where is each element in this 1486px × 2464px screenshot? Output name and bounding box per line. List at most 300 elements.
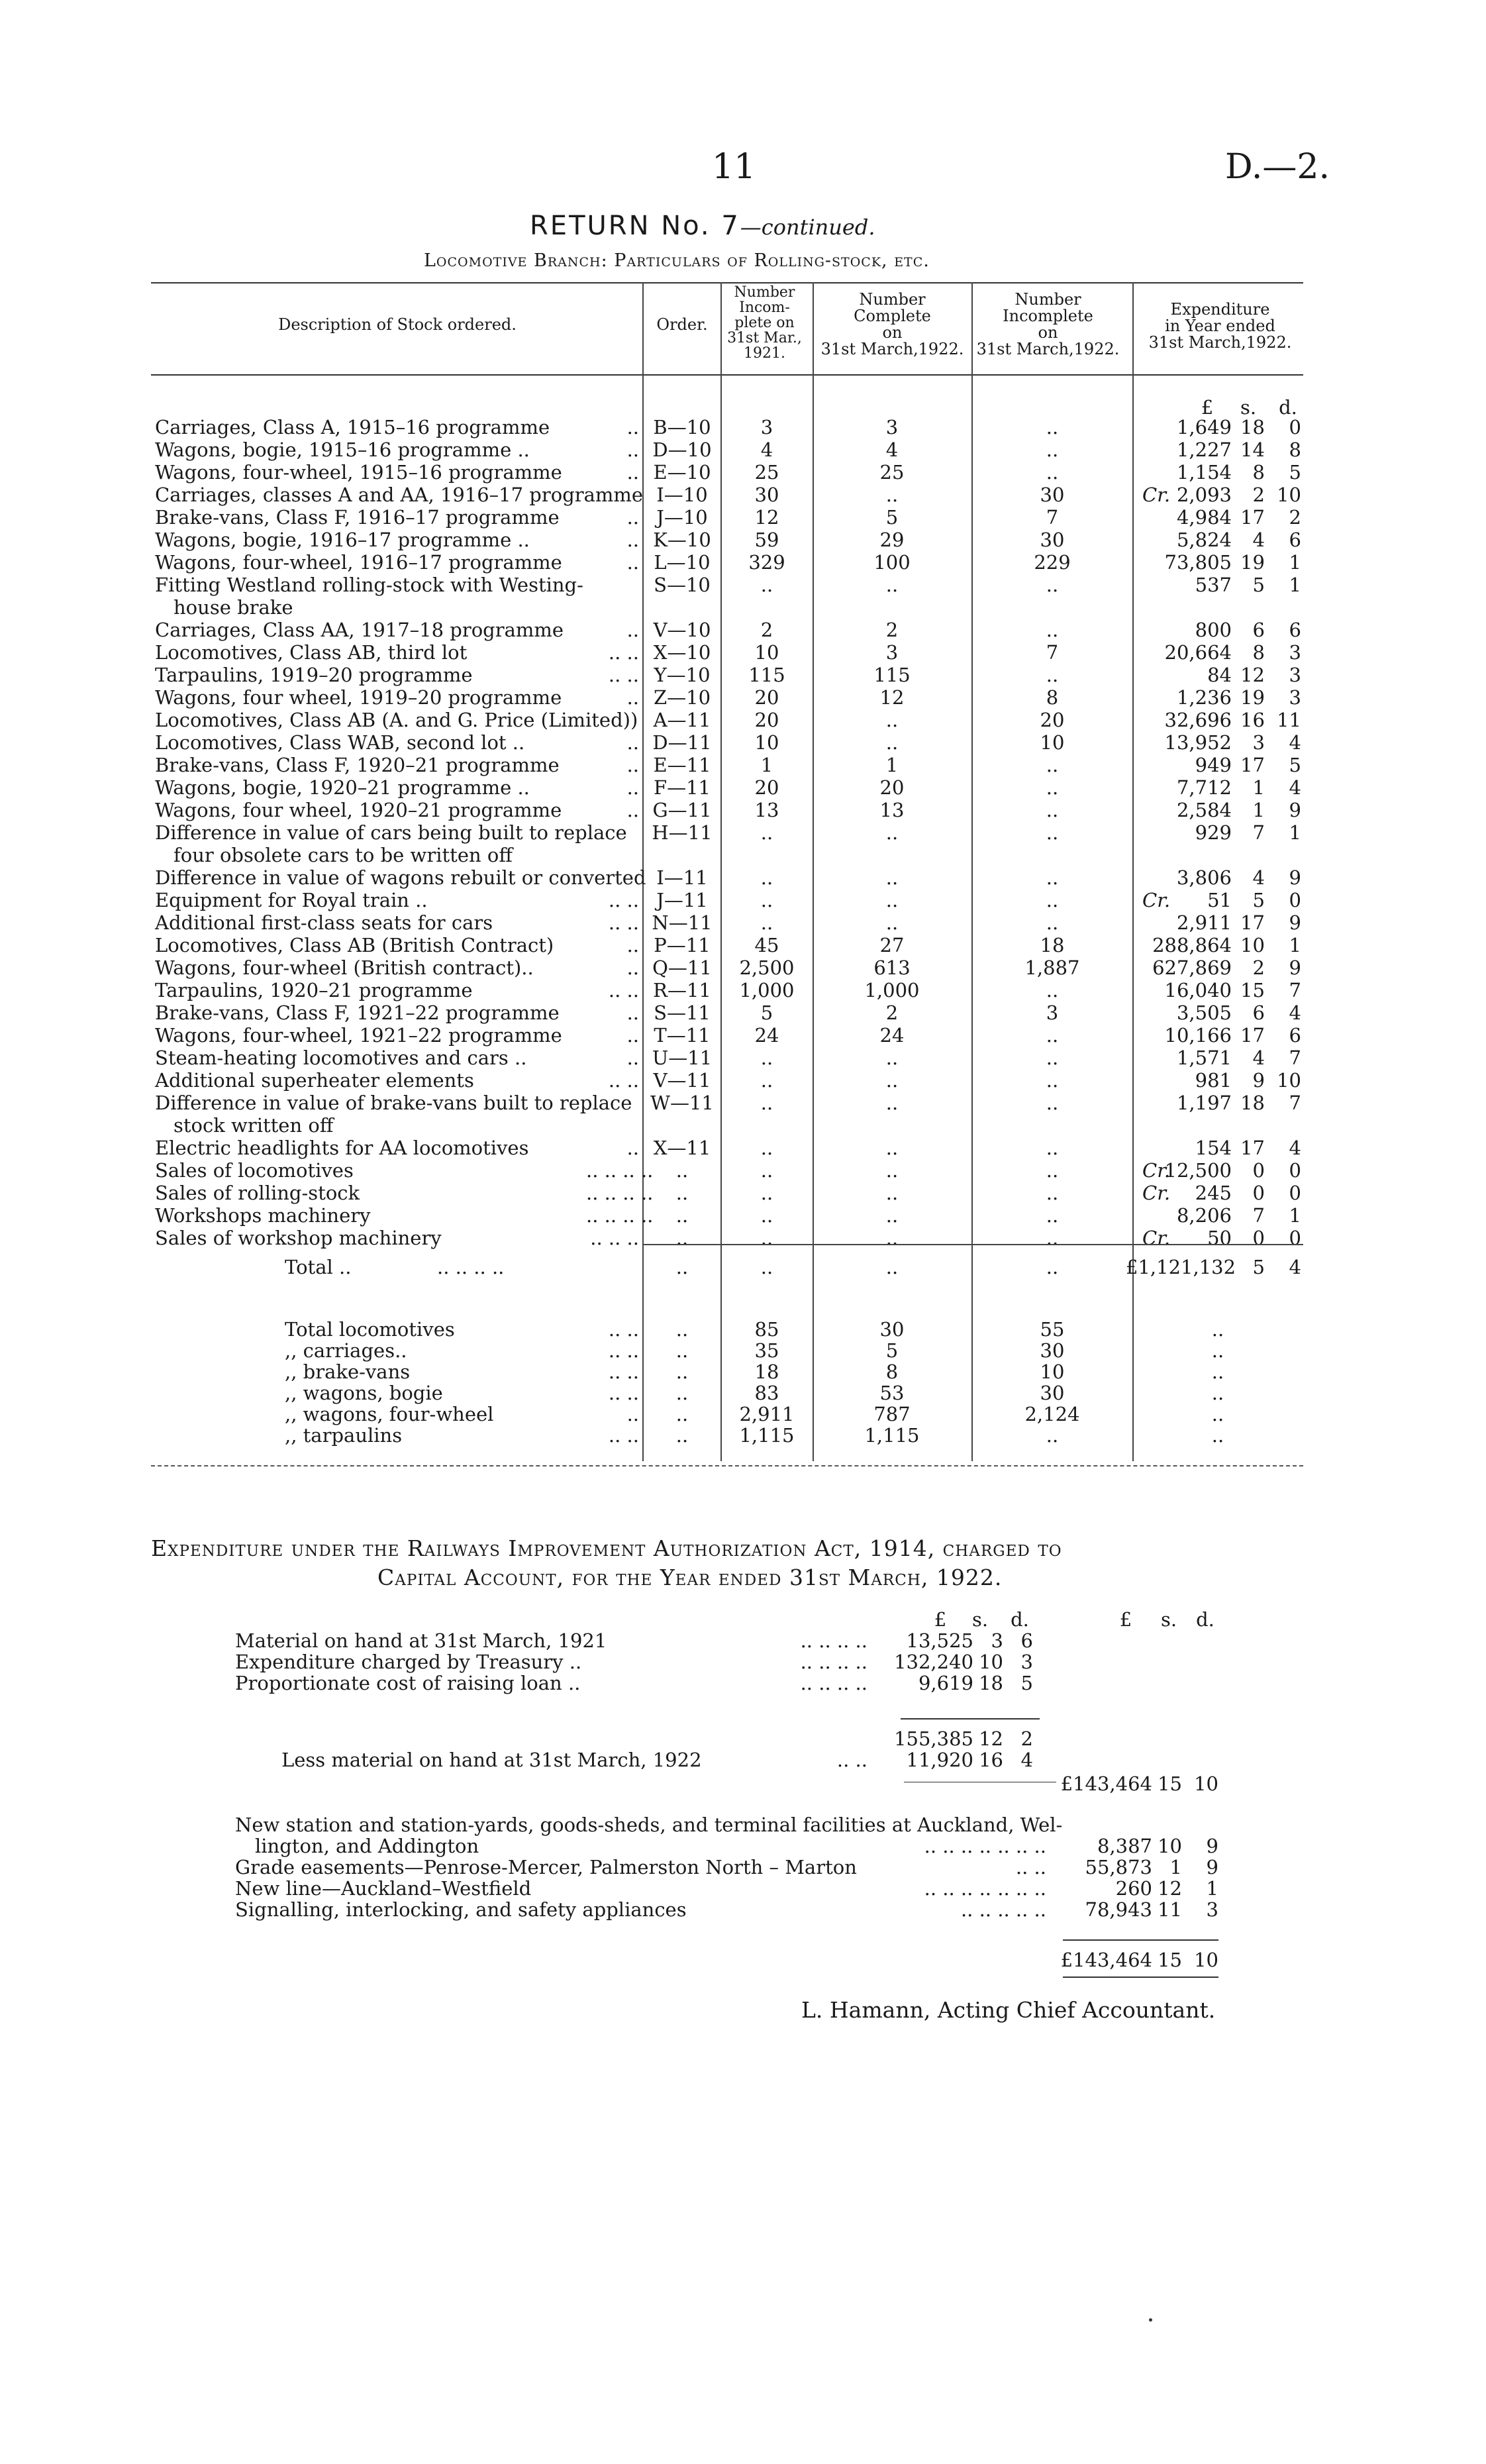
summary-inc22: 2,124 — [1024, 1403, 1080, 1425]
row-order: .. — [675, 1204, 689, 1227]
row-pence: 1 — [1289, 821, 1301, 844]
row-shillings: 17 — [1240, 506, 1265, 529]
summary-leader-dots: .. .. — [608, 1382, 639, 1404]
row-incomplete-1921: .. — [760, 1092, 773, 1114]
summary-inc22: .. — [1046, 1424, 1059, 1447]
row-order: E—11 — [653, 754, 711, 776]
row-description: Wagons, four-wheel, 1921–22 programme — [155, 1024, 562, 1047]
material-label: Material on hand at 31st March, 1921 — [235, 1629, 607, 1652]
header-line: Number — [734, 284, 795, 301]
row-complete-1922: 2 — [885, 619, 899, 641]
row-description: Additional superheater elements — [155, 1069, 474, 1092]
row-incomplete-1922: 1,887 — [1024, 956, 1080, 979]
summary-comp: 30 — [879, 1318, 905, 1341]
row-description: Additional first-class seats for cars — [155, 911, 493, 934]
row-incomplete-1922: .. — [1046, 754, 1059, 776]
row-pence: 0 — [1289, 1182, 1301, 1204]
row-incomplete-1921: 115 — [748, 664, 785, 686]
row-description: Difference in value of wagons rebuilt or converted — [155, 866, 646, 889]
row-incomplete-1921: .. — [760, 1182, 773, 1204]
summary-exp: .. — [1211, 1318, 1224, 1341]
row-complete-1922: 20 — [879, 776, 905, 799]
row-leader-dots: .. .. — [608, 1069, 639, 1092]
header-line: plete on — [734, 315, 795, 331]
row-shillings: 6 — [1252, 1001, 1265, 1024]
document-reference: D.—2. — [1225, 147, 1330, 187]
summary-comp: 8 — [885, 1360, 899, 1383]
row-order: G—11 — [652, 799, 712, 821]
row-description: Wagons, four-wheel, 1916–17 programme — [155, 551, 562, 574]
row-pence: 0 — [1289, 1227, 1301, 1249]
row-order: N—11 — [652, 911, 713, 934]
row-description: Sales of workshop machinery — [155, 1227, 442, 1249]
row-order: A—11 — [653, 709, 711, 731]
header-line: on — [1038, 323, 1058, 342]
row-pence: 1 — [1289, 574, 1301, 596]
row-pounds: 154 — [1195, 1137, 1232, 1159]
row-shillings: 1 — [1252, 799, 1265, 821]
row-complete-1922: .. — [885, 709, 899, 731]
subtotal-shillings: 12 — [979, 1727, 1003, 1750]
works-shillings: 10 — [1158, 1835, 1182, 1857]
row-leader-dots: .. .. — [608, 979, 639, 1001]
row-leader-dots: .. .. — [608, 641, 639, 664]
row-complete-1922: .. — [885, 574, 899, 596]
row-description: Wagons, bogie, 1916–17 programme .. — [155, 529, 530, 551]
row-order: B—10 — [653, 416, 711, 438]
works-label: New line—Auckland–Westfield — [235, 1877, 532, 1900]
row-pounds: 1,197 — [1176, 1092, 1232, 1114]
row-leader-dots: .. .. — [608, 664, 639, 686]
header-line: 31st March,1922. — [976, 340, 1120, 358]
row-shillings: 0 — [1252, 1159, 1265, 1182]
row-order: R—11 — [653, 979, 711, 1001]
works-leader-dots: .. .. .. .. .. .. .. — [924, 1877, 1046, 1900]
row-complete-1922: 3 — [885, 416, 899, 438]
row-description-cont: stock written off — [173, 1114, 334, 1137]
row-pounds: 73,805 — [1164, 551, 1232, 574]
material-pence: 6 — [1020, 1629, 1033, 1652]
grand-total-underline — [1063, 1976, 1218, 1978]
row-incomplete-1921: .. — [760, 1047, 773, 1069]
row-pence: 3 — [1289, 664, 1301, 686]
less-material-dots: .. .. — [836, 1749, 867, 1771]
row-incomplete-1921: .. — [760, 866, 773, 889]
row-order: T—11 — [654, 1024, 711, 1047]
row-order: S—11 — [654, 1001, 711, 1024]
row-order: D—10 — [652, 438, 712, 461]
header-incomplete-1921 — [723, 285, 806, 361]
header-line: 31st March,1922. — [820, 340, 964, 358]
row-pounds: 1,649 — [1176, 416, 1232, 438]
row-incomplete-1921: 2,500 — [739, 956, 795, 979]
less-material-pence: 4 — [1020, 1749, 1033, 1771]
row-incomplete-1922: .. — [1046, 438, 1059, 461]
row-description: Fitting Westland rolling-stock with Westing- — [155, 574, 583, 596]
material-shillings: 10 — [979, 1651, 1003, 1673]
table-subtitle: Locomotive Branch: Particulars of Rolling-stock, etc. — [424, 250, 930, 271]
row-order: I—11 — [656, 866, 708, 889]
row-complete-1922: 2 — [885, 1001, 899, 1024]
row-description-cont: four obsolete cars to be written off — [173, 844, 513, 866]
row-pence: 6 — [1289, 1024, 1301, 1047]
sec2-header-shillings2: s. — [1160, 1608, 1177, 1631]
works-label: Signalling, interlocking, and safety appliances — [235, 1898, 687, 1921]
material-pounds: 132,240 — [894, 1651, 973, 1673]
row-description: Tarpaulins, 1920–21 programme — [155, 979, 473, 1001]
row-order: X—10 — [653, 641, 711, 664]
row-pounds: 8,206 — [1176, 1204, 1232, 1227]
row-complete-1922: .. — [885, 911, 899, 934]
row-complete-1922: 12 — [879, 686, 905, 709]
header-incomplete-1922 — [973, 291, 1122, 358]
row-order: K—10 — [653, 529, 711, 551]
summary-label: ,, tarpaulins — [285, 1424, 403, 1447]
row-complete-1922: .. — [885, 484, 899, 506]
row-incomplete-1922: .. — [1046, 1159, 1059, 1182]
works-label: New station and station-yards, goods-sheds, and terminal facilities at Auckland, Wel- — [235, 1814, 1063, 1836]
row-pounds: 5,824 — [1176, 529, 1232, 551]
row-incomplete-1921: .. — [760, 1069, 773, 1092]
row-pence: 9 — [1289, 956, 1301, 979]
row-incomplete-1922: .. — [1046, 776, 1059, 799]
row-incomplete-1922: .. — [1046, 1137, 1059, 1159]
row-pounds: 13,952 — [1164, 731, 1232, 754]
summary-inc21: 1,115 — [739, 1424, 795, 1447]
row-complete-1922: .. — [885, 731, 899, 754]
row-complete-1922: .. — [885, 1204, 899, 1227]
row-incomplete-1921: .. — [760, 574, 773, 596]
summary-comp: 787 — [873, 1403, 911, 1425]
header-line: 31st March,1922. — [1148, 333, 1292, 352]
total-rule — [1132, 1244, 1303, 1245]
total-inc22: .. — [1046, 1256, 1059, 1278]
row-shillings: 18 — [1240, 416, 1265, 438]
summary-order: .. — [675, 1403, 689, 1425]
row-description: Sales of rolling-stock — [155, 1182, 360, 1204]
row-pence: 0 — [1289, 889, 1301, 911]
row-pounds: 1,236 — [1176, 686, 1232, 709]
row-description: Wagons, four wheel, 1919–20 programme — [155, 686, 562, 709]
row-shillings: 16 — [1240, 709, 1265, 731]
total-pounds: £1,121,132 — [1126, 1256, 1236, 1278]
row-incomplete-1921: 30 — [754, 484, 779, 506]
row-incomplete-1922: 7 — [1046, 641, 1059, 664]
row-shillings: 10 — [1240, 934, 1265, 956]
row-leader-dots: .. .. .. .. — [586, 1159, 654, 1182]
row-pounds: 929 — [1195, 821, 1232, 844]
row-leader-dots: .. — [626, 461, 639, 484]
row-incomplete-1922: .. — [1046, 1092, 1059, 1114]
row-pounds: 12,500 — [1164, 1159, 1232, 1182]
row-shillings: 1 — [1252, 776, 1265, 799]
row-complete-1922: 115 — [873, 664, 911, 686]
row-shillings: 4 — [1252, 1047, 1265, 1069]
row-pence: 7 — [1289, 979, 1301, 1001]
sec2-header-pounds1: £ — [934, 1608, 947, 1631]
row-incomplete-1921: .. — [760, 1137, 773, 1159]
row-shillings: 9 — [1252, 1069, 1265, 1092]
row-complete-1922: 13 — [879, 799, 905, 821]
header-line: Number — [1015, 290, 1081, 309]
row-incomplete-1922: .. — [1046, 461, 1059, 484]
row-complete-1922: 24 — [879, 1024, 905, 1047]
row-credit-marker: Cr. — [1142, 1182, 1171, 1204]
row-incomplete-1921: 1 — [760, 754, 773, 776]
net-pounds: £143,464 — [1060, 1772, 1152, 1795]
row-leader-dots: .. — [626, 799, 639, 821]
row-order: .. — [675, 1159, 689, 1182]
row-pence: 9 — [1289, 799, 1301, 821]
material-leader-dots: .. .. .. .. — [800, 1651, 867, 1673]
summary-inc21: 18 — [754, 1360, 779, 1383]
row-incomplete-1922: 3 — [1046, 1001, 1059, 1024]
row-shillings: 17 — [1240, 911, 1265, 934]
row-pence: 4 — [1289, 1137, 1301, 1159]
total-leader-dots: .. .. .. .. — [437, 1256, 505, 1278]
row-pounds: 245 — [1195, 1182, 1232, 1204]
summary-order: .. — [675, 1360, 689, 1383]
section2-title-line1: Expenditure under the Railways Improvement Authorization Act, 1914, charged to — [151, 1535, 1062, 1561]
row-incomplete-1922: 8 — [1046, 686, 1059, 709]
row-complete-1922: .. — [885, 1047, 899, 1069]
row-complete-1922: 27 — [879, 934, 905, 956]
works-pence: 3 — [1206, 1898, 1218, 1921]
summary-leader-dots: .. .. — [608, 1339, 639, 1362]
return-title-text: RETURN No. 7 — [530, 211, 740, 241]
row-shillings: 2 — [1252, 956, 1265, 979]
row-leader-dots: .. — [626, 686, 639, 709]
row-incomplete-1921: .. — [760, 1227, 773, 1249]
row-pence: 0 — [1289, 416, 1301, 438]
row-incomplete-1922: 18 — [1040, 934, 1065, 956]
net-shillings: 15 — [1158, 1772, 1182, 1795]
row-description: Wagons, four-wheel (British contract).. — [155, 956, 534, 979]
row-incomplete-1921: .. — [760, 821, 773, 844]
row-pence: 4 — [1289, 731, 1301, 754]
table-bottom-rule — [151, 1465, 1303, 1466]
row-shillings: 5 — [1252, 574, 1265, 596]
row-credit-marker: Cr. — [1142, 1227, 1171, 1249]
row-pounds: 3,806 — [1176, 866, 1232, 889]
works-shillings: 12 — [1158, 1877, 1182, 1900]
header-line: 31st Mar., — [727, 330, 802, 346]
row-order: X—11 — [653, 1137, 711, 1159]
row-shillings: 17 — [1240, 754, 1265, 776]
table-top-rule — [151, 282, 1303, 283]
material-leader-dots: .. .. .. .. — [800, 1672, 867, 1694]
summary-order: .. — [675, 1382, 689, 1404]
row-complete-1922: 4 — [885, 438, 899, 461]
row-incomplete-1921: 12 — [754, 506, 779, 529]
page-number: 11 — [712, 147, 756, 187]
row-complete-1922: .. — [885, 1182, 899, 1204]
row-shillings: 0 — [1252, 1182, 1265, 1204]
row-leader-dots: .. — [626, 776, 639, 799]
row-incomplete-1922: .. — [1046, 416, 1059, 438]
summary-inc22: 55 — [1040, 1318, 1065, 1341]
row-incomplete-1922: .. — [1046, 1024, 1059, 1047]
row-pence: 7 — [1289, 1092, 1301, 1114]
row-leader-dots: .. .. .. — [590, 1227, 639, 1249]
currency-pounds-header: £ — [1201, 396, 1214, 419]
row-complete-1922: 1,000 — [864, 979, 920, 1001]
row-complete-1922: 29 — [879, 529, 905, 551]
row-shillings: 0 — [1252, 1227, 1265, 1249]
less-material-pounds: 11,920 — [906, 1749, 973, 1771]
row-incomplete-1922: .. — [1046, 911, 1059, 934]
row-description: Difference in value of cars being built to replace — [155, 821, 627, 844]
net-pence: 10 — [1194, 1772, 1218, 1795]
summary-label: ,, carriages.. — [285, 1339, 407, 1362]
row-incomplete-1921: 20 — [754, 709, 779, 731]
material-pounds: 13,525 — [906, 1629, 973, 1652]
row-incomplete-1921: 329 — [748, 551, 785, 574]
header-line: Incomplete — [1003, 307, 1093, 325]
row-order: F—11 — [653, 776, 711, 799]
header-line: 1921. — [744, 345, 785, 362]
row-pence: 6 — [1289, 619, 1301, 641]
row-leader-dots: .. .. — [608, 911, 639, 934]
row-shillings: 2 — [1252, 484, 1265, 506]
row-shillings: 7 — [1252, 821, 1265, 844]
row-shillings: 18 — [1240, 1092, 1265, 1114]
summary-exp: .. — [1211, 1403, 1224, 1425]
row-shillings: 19 — [1240, 551, 1265, 574]
row-shillings: 12 — [1240, 664, 1265, 686]
row-leader-dots: .. — [626, 506, 639, 529]
summary-exp: .. — [1211, 1424, 1224, 1447]
row-incomplete-1921: 2 — [760, 619, 773, 641]
grand-total-rule — [1063, 1939, 1218, 1941]
row-pence: 10 — [1277, 1069, 1301, 1092]
works-label-cont: lington, and Addington — [255, 1835, 479, 1857]
row-complete-1922: .. — [885, 866, 899, 889]
row-pounds: 2,093 — [1176, 484, 1232, 506]
summary-comp: 5 — [885, 1339, 899, 1362]
summary-leader-dots: .. .. — [608, 1424, 639, 1447]
row-pence: 5 — [1289, 461, 1301, 484]
row-pounds: 2,911 — [1176, 911, 1232, 934]
row-incomplete-1922: 30 — [1040, 484, 1065, 506]
row-order: Y—10 — [654, 664, 711, 686]
row-order: S—10 — [654, 574, 711, 596]
row-pounds: 981 — [1195, 1069, 1232, 1092]
row-shillings: 17 — [1240, 1024, 1265, 1047]
row-pounds: 949 — [1195, 754, 1232, 776]
material-pounds: 9,619 — [918, 1672, 973, 1694]
row-order: Z—10 — [653, 686, 711, 709]
summary-exp: .. — [1211, 1382, 1224, 1404]
row-description: Locomotives, Class AB (A. and G. Price (Limited)) — [155, 709, 638, 731]
summary-inc21: 2,911 — [739, 1403, 795, 1425]
row-pence: 3 — [1289, 641, 1301, 664]
row-order: H—11 — [652, 821, 713, 844]
row-pence: 4 — [1289, 1001, 1301, 1024]
row-order: E—10 — [653, 461, 711, 484]
row-pounds: 7,712 — [1176, 776, 1232, 799]
row-complete-1922: 100 — [873, 551, 911, 574]
row-leader-dots: .. — [626, 1001, 639, 1024]
row-description: Electric headlights for AA locomotives — [155, 1137, 529, 1159]
row-pounds: 1,227 — [1176, 438, 1232, 461]
row-incomplete-1922: .. — [1046, 866, 1059, 889]
summary-inc21: 35 — [754, 1339, 779, 1362]
row-pounds: 2,584 — [1176, 799, 1232, 821]
subtotal-pounds: 155,385 — [894, 1727, 973, 1750]
summary-exp: .. — [1211, 1339, 1224, 1362]
row-incomplete-1922: 7 — [1046, 506, 1059, 529]
row-incomplete-1922: .. — [1046, 664, 1059, 686]
section2-title-line2: Capital Account, for the Year ended 31st March, 1922. — [377, 1565, 1003, 1590]
row-leader-dots: .. — [626, 619, 639, 641]
row-shillings: 15 — [1240, 979, 1265, 1001]
row-credit-marker: Cr. — [1142, 1159, 1171, 1182]
currency-pence-header: d. — [1279, 396, 1297, 419]
sec2-header-pence2: d. — [1196, 1608, 1214, 1631]
row-order: D—11 — [652, 731, 712, 754]
row-order: Q—11 — [652, 956, 712, 979]
row-shillings: 7 — [1252, 1204, 1265, 1227]
row-pence: 2 — [1289, 506, 1301, 529]
row-incomplete-1921: .. — [760, 889, 773, 911]
row-pence: 0 — [1289, 1159, 1301, 1182]
row-pence: 4 — [1289, 776, 1301, 799]
summary-leader-dots: .. .. — [608, 1360, 639, 1383]
header-line: Expenditure — [1170, 300, 1270, 319]
row-incomplete-1921: 13 — [754, 799, 779, 821]
total-pence: 4 — [1289, 1256, 1301, 1278]
row-leader-dots: .. — [626, 754, 639, 776]
row-incomplete-1922: .. — [1046, 619, 1059, 641]
works-pounds: 78,943 — [1085, 1898, 1152, 1921]
summary-leader-dots: .. .. — [608, 1318, 639, 1341]
row-incomplete-1922: .. — [1046, 821, 1059, 844]
row-pence: 1 — [1289, 551, 1301, 574]
row-incomplete-1921: 10 — [754, 731, 779, 754]
summary-order: .. — [675, 1318, 689, 1341]
row-leader-dots: .. — [626, 1024, 639, 1047]
row-order: .. — [675, 1182, 689, 1204]
return-continued: —continued. — [740, 215, 875, 240]
row-shillings: 8 — [1252, 461, 1265, 484]
works-pounds: 260 — [1115, 1877, 1152, 1900]
row-complete-1922: 25 — [879, 461, 905, 484]
return-title — [530, 211, 875, 241]
row-description: Brake-vans, Class F, 1920–21 programme — [155, 754, 560, 776]
row-incomplete-1921: 5 — [760, 1001, 773, 1024]
works-pounds: 8,387 — [1097, 1835, 1152, 1857]
summary-comp: 53 — [879, 1382, 905, 1404]
row-order: I—10 — [656, 484, 708, 506]
header-description: Description of Stock ordered. — [278, 315, 517, 334]
row-leader-dots: .. — [626, 956, 639, 979]
row-incomplete-1922: .. — [1046, 574, 1059, 596]
row-shillings: 17 — [1240, 1137, 1265, 1159]
row-incomplete-1922: .. — [1046, 1204, 1059, 1227]
row-incomplete-1921: 20 — [754, 686, 779, 709]
row-description: Brake-vans, Class F, 1921–22 programme — [155, 1001, 560, 1024]
row-incomplete-1921: 20 — [754, 776, 779, 799]
material-shillings: 3 — [991, 1629, 1003, 1652]
row-complete-1922: 613 — [873, 956, 911, 979]
header-expenditure — [1139, 301, 1301, 351]
works-pounds: 55,873 — [1085, 1856, 1152, 1878]
header-line: on — [882, 323, 903, 342]
row-incomplete-1921: .. — [760, 1159, 773, 1182]
row-shillings: 5 — [1252, 889, 1265, 911]
row-credit-marker: Cr. — [1142, 889, 1171, 911]
